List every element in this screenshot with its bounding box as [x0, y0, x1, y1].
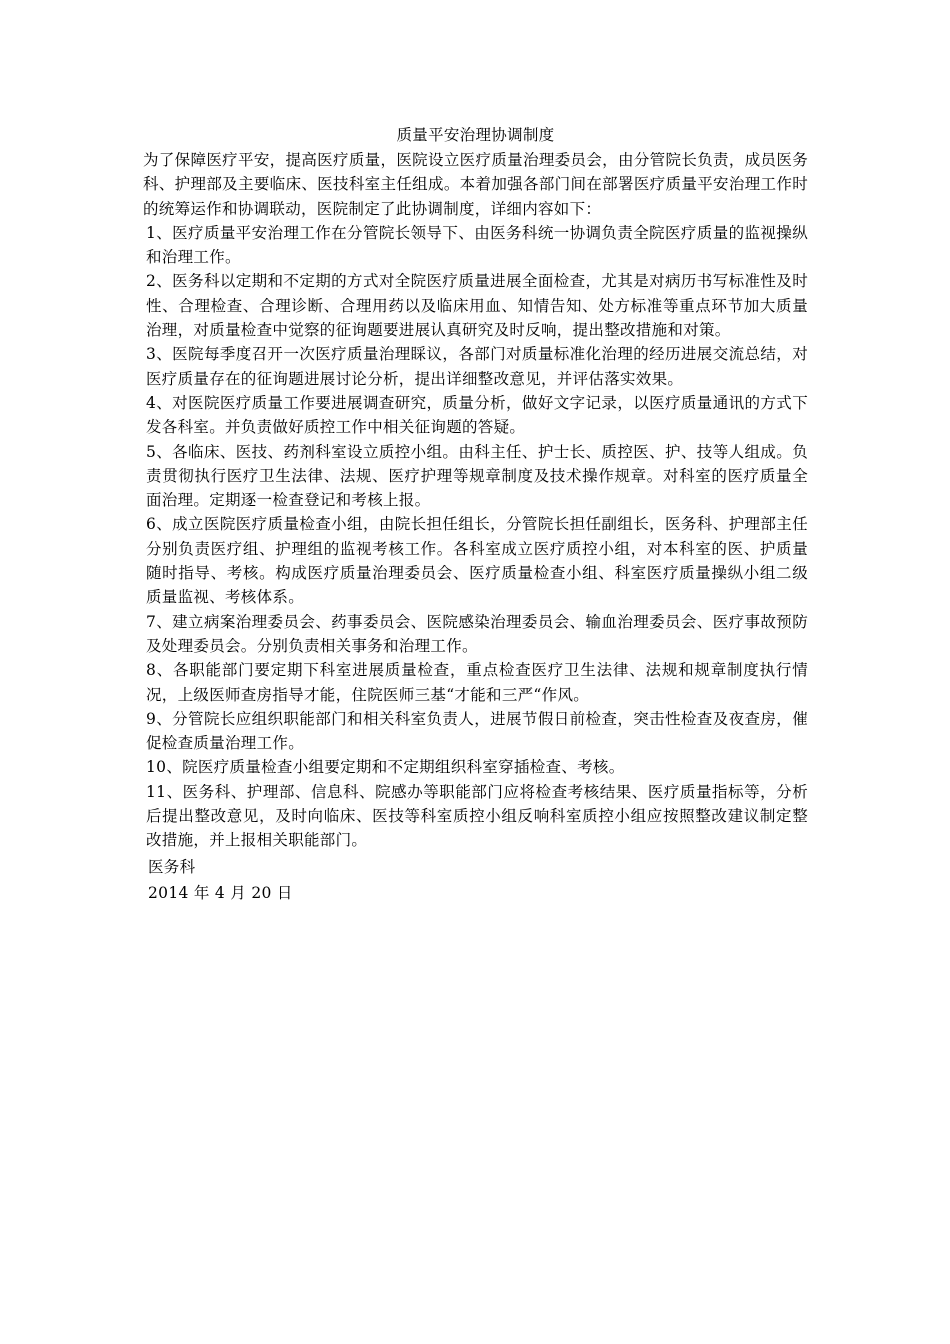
clause-2: 2、医务科以定期和不定期的方式对全院医疗质量进展全面检查，尤其是对病历书写标准性及时性、合理检查、合理诊断、合理用药以及临床用血、知情告知、处方标准等重点环节加大质量治理，对质量检查中觉察的征询题要进展认真研究及时反响，提出整改措施和对策。 — [146, 272, 808, 340]
clause-3: 3、医院每季度召开一次医疗质量治理睬议，各部门对质量标准化治理的经历进展交流总结，对医疗质量存在的征询题进展讨论分析，提出详细整改意见，并评估落实效果。 — [146, 345, 808, 388]
clause-1: 1、医疗质量平安治理工作在分管院长领导下、由医务科统一协调负责全院医疗质量的监视操纵和治理工作。 — [146, 223, 808, 267]
clause-9: 9、分管院长应组织职能部门和相关科室负责人，进展节假日前检查，突击性检查及夜查房，催促检查质量治理工作。 — [146, 709, 808, 753]
signature-date: 2014 年 4 月 20 日 — [148, 883, 293, 902]
clause-10: 10、院医疗质量检查小组要定期和不定期组织科室穿插检查、考核。 — [146, 758, 625, 777]
document-page — [143, 122, 808, 905]
clause-4: 4、对医院医疗质量工作要进展调查研究，质量分析，做好文字记录，以医疗质量通讯的方式下发各科室。并负责做好质控工作中相关征询题的答疑。 — [146, 393, 808, 437]
clause-7: 7、建立病案治理委员会、药事委员会、医院感染治理委员会、输血治理委员会、医疗事故预防及处理委员会。分别负责相关事务和治理工作。 — [146, 612, 808, 655]
intro-paragraph: 为了保障医疗平安，提高医疗质量，医院设立医疗质量治理委员会，由分管院长负责，成员医务科、护理部及主要临床、医技科室主任组成。本着加强各部门间在部署医疗质量平安治理工作时的统筹运作和协调联动，医院制定了此协调制度，详细内容如下： — [143, 151, 808, 218]
clause-8: 8、各职能部门要定期下科室进展质量检查，重点检查医疗卫生法律、法规和规章制度执行情况，上级医师查房指导才能，住院医师三基“才能和三严“作风。 — [146, 661, 808, 704]
document-title: 质量平安治理协调制度 — [396, 126, 555, 144]
clause-6: 6、成立医院医疗质量检查小组，由院长担任组长，分管院长担任副组长，医务科、护理部主任分别负责医疗组、护理组的监视考核工作。各科室成立医疗质控小组，对本科室的医、护质量随时指导、考核。构成医疗质量治理委员会、医疗质量检查小组、科室医疗质量操纵小组二级质量监视、考核体系。 — [146, 515, 808, 607]
signature-department: 医务科 — [148, 857, 196, 876]
clause-5: 5、各临床、医技、药剂科室设立质控小组。由科主任、护士长、质控医、护、技等人组成。负责贯彻执行医疗卫生法律、法规、医疗护理等规章制度及技术操作规章。对科室的医疗质量全面治理。定期逐一检查登记和考核上报。 — [146, 442, 808, 510]
clause-11: 11、医务科、护理部、信息科、院感办等职能部门应将检查考核结果、医疗质量指标等，分析后提出整改意见，及时向临床、医技等科室质控小组反响科室质控小组应按照整改建议制定整改措施，并上报相关职能部门。 — [146, 782, 808, 850]
